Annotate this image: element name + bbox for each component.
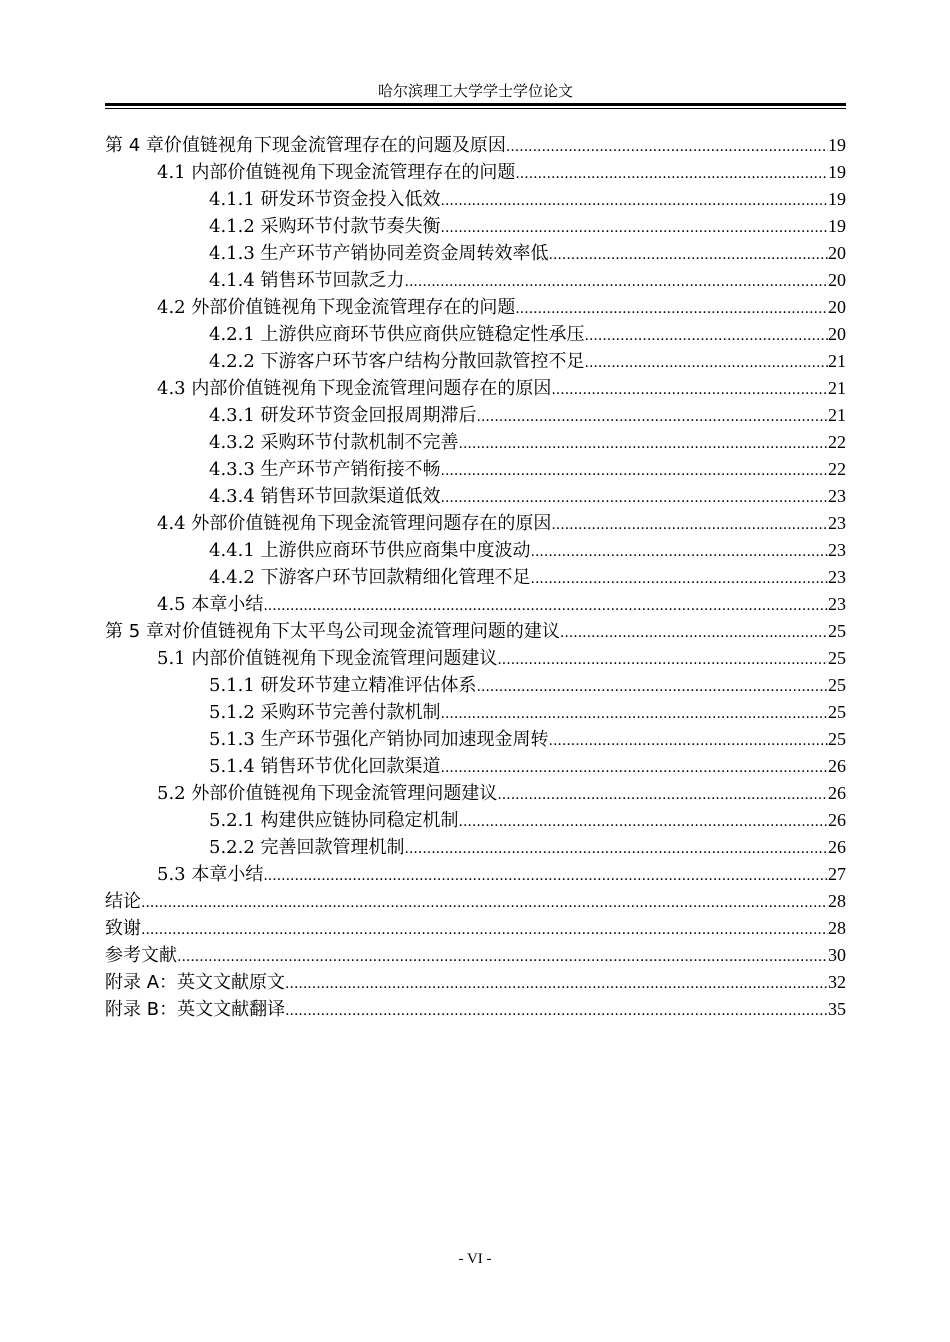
toc-leader-dots (551, 512, 828, 539)
toc-entry-page: 20 (828, 270, 846, 290)
toc-entry-title: 5.2.2 完善回款管理机制 (209, 837, 405, 858)
toc-entry-page: 20 (828, 297, 846, 317)
toc-entry-page: 23 (828, 513, 846, 533)
toc-leader-dots (441, 755, 828, 782)
toc-leader-dots (515, 296, 828, 323)
toc-entry-title: 5.1.1 研发环节建立精准评估体系 (209, 675, 477, 696)
toc-entry-page: 25 (828, 675, 846, 695)
toc-entry-title: 5.2 外部价值链视角下现金流管理问题建议 (157, 783, 498, 804)
toc-entry-title: 4.3.4 销售环节回款渠道低效 (209, 486, 441, 507)
toc-leader-dots (177, 944, 828, 971)
toc-entry-title: 5.1.3 生产环节强化产销协同加速现金周转 (209, 729, 549, 750)
toc-entry-page: 27 (828, 864, 846, 884)
toc-entry-page: 21 (828, 378, 846, 398)
toc-entry-page: 21 (828, 351, 846, 371)
toc-entry-page: 20 (828, 324, 846, 344)
toc-entry-title: 5.3 本章小结 (157, 864, 264, 885)
toc-entry-title: 4.1.4 销售环节回款乏力 (209, 270, 405, 291)
toc-entry[interactable] (105, 861, 846, 888)
toc-leader-dots (263, 863, 828, 890)
toc-leader-dots (441, 458, 828, 485)
toc-entry-page: 22 (828, 432, 846, 452)
toc-entry[interactable] (105, 645, 846, 672)
toc-entry-title: 4.1.1 研发环节资金投入低效 (209, 189, 441, 210)
toc-leader-dots (459, 809, 828, 836)
toc-entry-title: 4.3 内部价值链视角下现金流管理问题存在的原因 (157, 378, 552, 399)
toc-leader-dots (441, 701, 828, 728)
toc-entry[interactable] (105, 186, 846, 213)
toc-entry[interactable] (105, 915, 846, 942)
toc-leader-dots (285, 998, 828, 1025)
toc-entry[interactable] (105, 510, 846, 537)
toc-entry[interactable] (105, 942, 846, 969)
toc-entry[interactable] (105, 591, 846, 618)
toc-entry-page: 23 (828, 540, 846, 560)
toc-entry-page: 22 (828, 459, 846, 479)
toc-leader-dots (531, 566, 828, 593)
toc-entry-title: 4.1.2 采购环节付款节奏失衡 (209, 216, 441, 237)
toc-leader-dots (459, 431, 828, 458)
toc-leader-dots (441, 485, 828, 512)
toc-leader-dots (551, 377, 828, 404)
toc-entry-title: 4.5 本章小结 (157, 594, 264, 615)
toc-leader-dots (549, 242, 828, 269)
toc-entry-page: 30 (828, 945, 846, 965)
toc-entry-title: 4.3.3 生产环节产销衔接不畅 (209, 459, 441, 480)
toc-entry-page: 19 (828, 189, 846, 209)
toc-leader-dots (405, 836, 828, 863)
toc-entry-title: 4.1 内部价值链视角下现金流管理存在的问题 (157, 162, 516, 183)
toc-entry-title: 第 5 章对价值链视角下太平鸟公司现金流管理问题的建议 (105, 621, 560, 642)
toc-entry[interactable] (105, 699, 846, 726)
toc-entry[interactable] (105, 672, 846, 699)
toc-entry-page: 26 (828, 810, 846, 830)
toc-leader-dots (441, 215, 828, 242)
toc-leader-dots (585, 350, 828, 377)
toc-entry-title: 4.1.3 生产环节产销协同差资金周转效率低 (209, 243, 549, 264)
toc-entry-page: 21 (828, 405, 846, 425)
toc-leader-dots (263, 593, 828, 620)
toc-leader-dots (141, 890, 828, 917)
header-rule-thin (105, 108, 846, 109)
toc-entry-title: 结论 (105, 891, 141, 912)
toc-entry-title: 5.2.1 构建供应链协同稳定机制 (209, 810, 459, 831)
toc-entry-title: 4.2.2 下游客户环节客户结构分散回款管控不足 (209, 351, 585, 372)
toc-leader-dots (285, 971, 828, 998)
toc-entry-title: 4.4.2 下游客户环节回款精细化管理不足 (209, 567, 531, 588)
toc-entry-page: 28 (828, 891, 846, 911)
toc-leader-dots (477, 674, 828, 701)
page-number: - VI - (458, 1251, 492, 1267)
toc-entry[interactable] (105, 456, 846, 483)
toc-leader-dots (531, 539, 828, 566)
toc-entry-title: 4.4 外部价值链视角下现金流管理问题存在的原因 (157, 513, 552, 534)
toc-entry-title: 致谢 (105, 918, 141, 939)
toc-entry[interactable] (105, 267, 846, 294)
running-header: 哈尔滨理工大学学士学位论文 (377, 82, 573, 100)
toc-entry[interactable] (105, 294, 846, 321)
toc-entry-page: 23 (828, 567, 846, 587)
toc-entry-title: 5.1.2 采购环节完善付款机制 (209, 702, 441, 723)
toc-leader-dots (560, 620, 828, 647)
toc-entry-title: 5.1.4 销售环节优化回款渠道 (209, 756, 441, 777)
toc-leader-dots (497, 647, 828, 674)
toc-entry-page: 19 (828, 135, 846, 155)
toc-entry[interactable] (105, 402, 846, 429)
toc-entry-title: 附录 A：英文文献原文 (105, 972, 286, 993)
toc-leader-dots (515, 161, 828, 188)
toc-entry-page: 25 (828, 621, 846, 641)
toc-entry-page: 23 (828, 486, 846, 506)
toc-leader-dots (497, 782, 828, 809)
toc-entry-page: 25 (828, 729, 846, 749)
toc-entry-page: 26 (828, 783, 846, 803)
toc-entry[interactable] (105, 375, 846, 402)
toc-entry[interactable] (105, 834, 846, 861)
toc-entry-page: 26 (828, 837, 846, 857)
toc-entry[interactable] (105, 321, 846, 348)
toc-entry-page: 19 (828, 216, 846, 236)
toc-entry[interactable] (105, 780, 846, 807)
toc-entry[interactable] (105, 537, 846, 564)
toc-entry[interactable] (105, 213, 846, 240)
toc-leader-dots (506, 134, 828, 161)
toc-entry-page: 25 (828, 702, 846, 722)
toc-entry-page: 32 (828, 972, 846, 992)
toc-leader-dots (585, 323, 828, 350)
table-of-contents (105, 132, 846, 1023)
toc-entry-page: 26 (828, 756, 846, 776)
toc-entry-title: 第 4 章价值链视角下现金流管理存在的问题及原因 (105, 135, 506, 156)
toc-entry[interactable] (105, 996, 846, 1023)
toc-entry-title: 附录 B：英文文献翻译 (105, 999, 286, 1020)
toc-entry-title: 4.3.2 采购环节付款机制不完善 (209, 432, 459, 453)
toc-entry-title: 参考文献 (105, 945, 177, 966)
toc-entry[interactable] (105, 348, 846, 375)
toc-leader-dots (441, 188, 828, 215)
toc-entry-page: 25 (828, 648, 846, 668)
toc-entry[interactable] (105, 807, 846, 834)
toc-entry-title: 4.2 外部价值链视角下现金流管理存在的问题 (157, 297, 516, 318)
toc-entry[interactable] (105, 240, 846, 267)
toc-entry[interactable] (105, 618, 846, 645)
toc-leader-dots (405, 269, 828, 296)
toc-entry[interactable] (105, 726, 846, 753)
toc-leader-dots (549, 728, 828, 755)
toc-entry[interactable] (105, 564, 846, 591)
toc-entry-title: 4.4.1 上游供应商环节供应商集中度波动 (209, 540, 531, 561)
toc-leader-dots (141, 917, 828, 944)
toc-entry-page: 23 (828, 594, 846, 614)
toc-entry-page: 35 (828, 999, 846, 1019)
toc-entry-page: 20 (828, 243, 846, 263)
toc-leader-dots (477, 404, 828, 431)
toc-entry-page: 19 (828, 162, 846, 182)
toc-entry-title: 5.1 内部价值链视角下现金流管理问题建议 (157, 648, 498, 669)
toc-entry-title: 4.2.1 上游供应商环节供应商供应链稳定性承压 (209, 324, 585, 345)
toc-entry[interactable] (105, 483, 846, 510)
header-rule-thick (105, 103, 846, 106)
toc-entry[interactable] (105, 753, 846, 780)
toc-entry[interactable] (105, 969, 846, 996)
toc-entry-page: 28 (828, 918, 846, 938)
toc-entry-title: 4.3.1 研发环节资金回报周期滞后 (209, 405, 477, 426)
toc-entry[interactable] (105, 159, 846, 186)
toc-entry[interactable] (105, 132, 846, 159)
toc-entry[interactable] (105, 888, 846, 915)
toc-entry[interactable] (105, 429, 846, 456)
